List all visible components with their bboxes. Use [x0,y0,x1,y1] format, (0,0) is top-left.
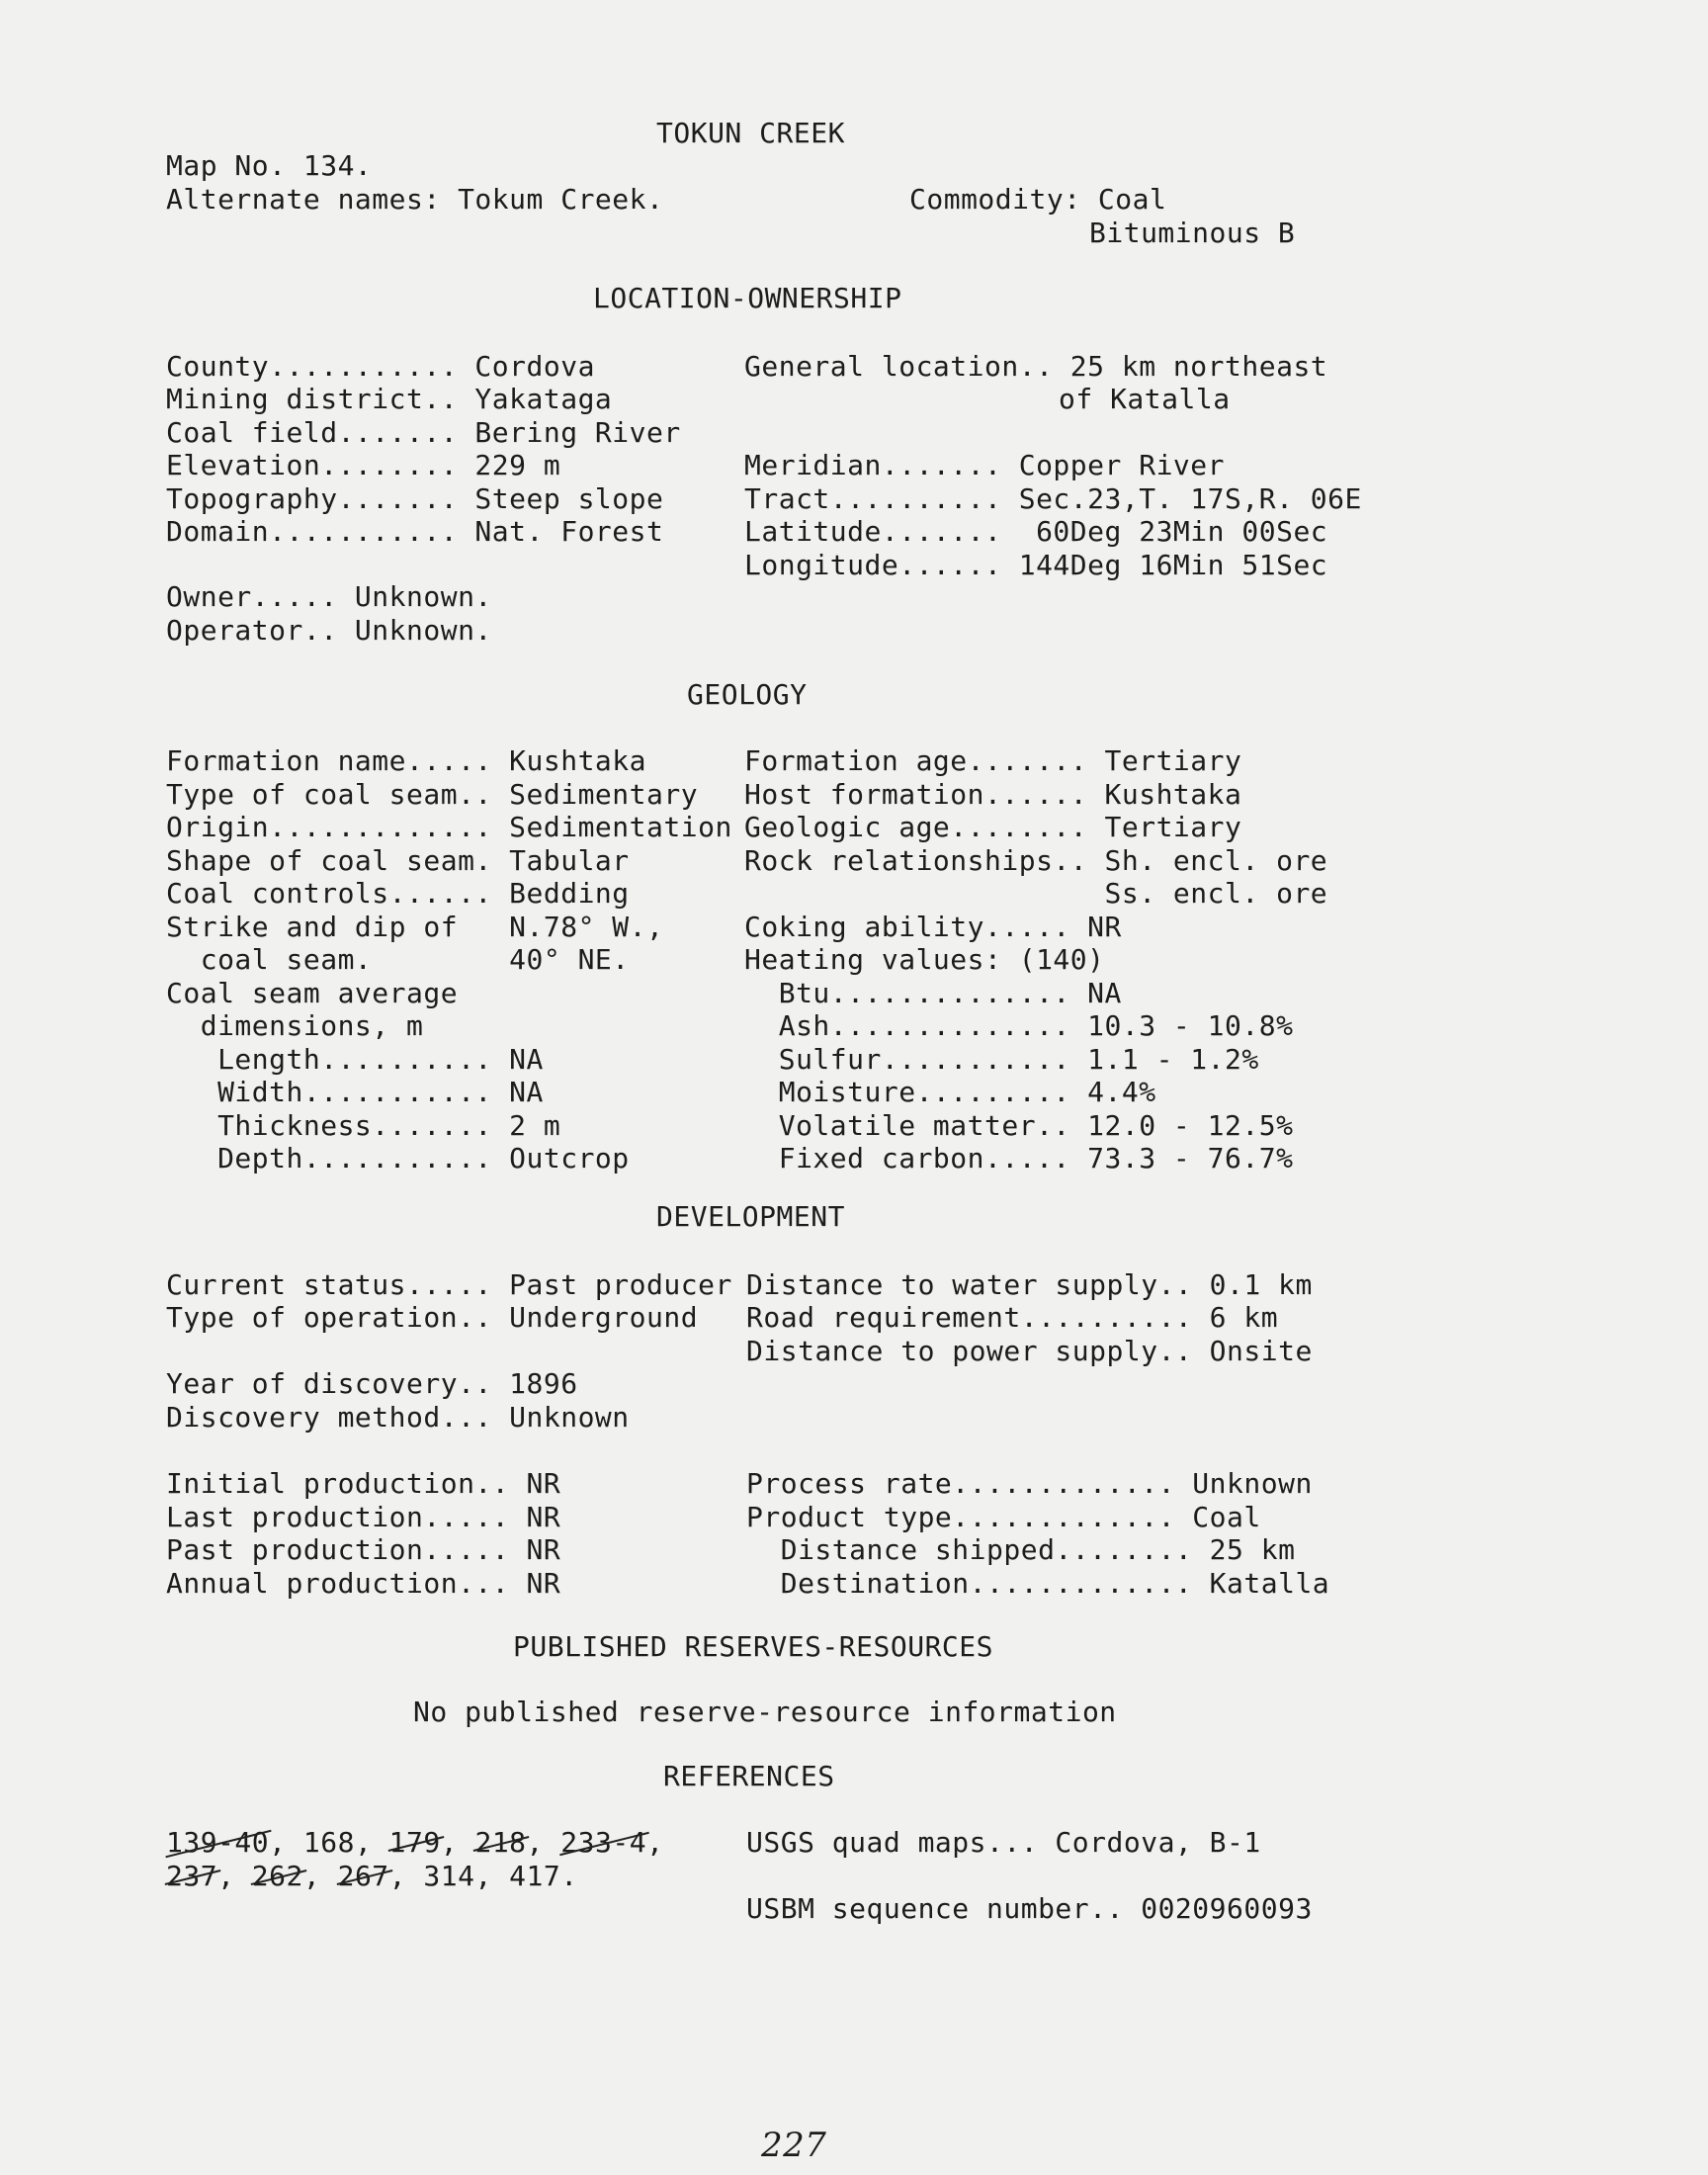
geology-left-row: coal seam. 40° NE. [166,943,630,976]
year-of-discovery: Year of discovery.. 1896 [166,1367,578,1400]
reference-text: , [354,1826,389,1859]
alternate-names: Alternate names: Tokum Creek. [166,183,664,216]
geology-right-row: Geologic age........ Tertiary [744,811,1242,843]
current-status: Current status..... Past producer [166,1268,732,1301]
struck-reference-number: 233-4 [560,1826,647,1859]
reference-text: , 314, 417. [388,1860,578,1892]
reference-text: , [646,1826,664,1859]
location-ownership-heading: LOCATION-OWNERSHIP [593,282,902,314]
geology-heading: GEOLOGY [687,678,808,711]
elevation: Elevation........ 229 m [166,449,561,481]
operator: Operator.. Unknown. [166,614,492,647]
owner: Owner..... Unknown. [166,580,492,613]
road-requirement: Road requirement.......... 6 km [746,1301,1279,1334]
struck-reference-number: 267 [337,1860,389,1892]
discovery-method: Discovery method... Unknown [166,1401,630,1434]
annual-production: Annual production... NR [166,1567,561,1600]
geology-left-row: Depth........... Outcrop [166,1142,630,1174]
mining-district: Mining district.. Yakataga [166,383,613,415]
reference-text: , [526,1826,561,1859]
geology-right-row: Ash.............. 10.3 - 10.8% [744,1009,1294,1042]
geology-left-row: Shape of coal seam. Tabular [166,844,630,877]
initial-production: Initial production.. NR [166,1467,561,1500]
geology-right-row: Sulfur........... 1.1 - 1.2% [744,1043,1259,1076]
map-number: Map No. 134. [166,149,373,182]
geology-left-row: Coal seam average [166,977,459,1009]
references-heading: REFERENCES [663,1760,835,1792]
county: County........... Cordova [166,350,595,383]
geology-left-row: Origin............. Sedimentation [166,811,732,843]
geology-left-row: Coal controls...... Bedding [166,877,630,910]
reference-text: , [440,1826,475,1859]
reference-text: , [302,1860,338,1892]
commodity-detail: Bituminous B [1089,217,1296,249]
reserves-text: No published reserve-resource information [413,1696,1117,1728]
geology-right-row: Heating values: (140) [744,943,1105,976]
geology-right-row: Volatile matter.. 12.0 - 12.5% [744,1109,1294,1142]
struck-reference-number: 179 [388,1826,441,1859]
meridian: Meridian....... Copper River [744,449,1226,481]
geology-right-row: Coking ability..... NR [744,911,1122,943]
reserves-heading: PUBLISHED RESERVES-RESOURCES [513,1630,994,1663]
destination: Destination............. Katalla [746,1567,1330,1600]
reference-text: , [269,1826,303,1859]
distance-to-power-supply: Distance to power supply.. Onsite [746,1335,1313,1367]
coal-field: Coal field....... Bering River [166,416,681,449]
reference-text: , [217,1860,252,1892]
distance-to-water-supply: Distance to water supply.. 0.1 km [746,1268,1313,1301]
geology-right-row: Formation age....... Tertiary [744,744,1242,777]
development-heading: DEVELOPMENT [656,1200,845,1233]
geology-left-row: Formation name..... Kushtaka [166,744,647,777]
reference-numbers-line-1 [166,1826,663,1860]
geology-left-row: dimensions, m [166,1009,424,1042]
reference-text: 168 [302,1826,355,1859]
struck-reference-number: 139-40 [166,1826,270,1859]
geology-left-row: Length.......... NA [166,1043,544,1076]
struck-reference-number: 262 [251,1860,303,1892]
page-number: 227 [761,2126,827,2165]
usbm-sequence-number: USBM sequence number.. 0020960093 [746,1892,1313,1925]
longitude: Longitude...... 144Deg 16Min 51Sec [744,549,1328,581]
process-rate: Process rate............. Unknown [746,1467,1313,1500]
product-type: Product type............. Coal [746,1501,1261,1533]
general-location: General location.. 25 km northeast [744,350,1328,383]
geology-right-row: Fixed carbon..... 73.3 - 76.7% [744,1142,1294,1174]
latitude: Latitude....... 60Deg 23Min 00Sec [744,515,1328,548]
tract: Tract.......... Sec.23,T. 17S,R. 06E [744,482,1362,515]
geology-right-row: Moisture......... 4.4% [744,1076,1156,1108]
geology-left-row: Strike and dip of N.78° W., [166,911,664,943]
past-production: Past production..... NR [166,1533,561,1566]
geology-right-row: Host formation...... Kushtaka [744,778,1242,811]
domain: Domain........... Nat. Forest [166,515,664,548]
geology-right-row: Ss. encl. ore [744,877,1328,910]
type-of-operation: Type of operation.. Underground [166,1301,699,1334]
struck-reference-number: 218 [474,1826,527,1859]
geology-left-row: Thickness....... 2 m [166,1109,561,1142]
page-title: TOKUN CREEK [656,117,845,149]
distance-shipped: Distance shipped........ 25 km [746,1533,1296,1566]
commodity: Commodity: Coal [909,183,1167,216]
reference-numbers-line-2 [166,1860,578,1893]
geology-right-row: Rock relationships.. Sh. encl. ore [744,844,1328,877]
geology-right-row: Btu.............. NA [744,977,1122,1009]
geology-left-row: Width........... NA [166,1076,544,1108]
general-location-2: of Katalla [1059,383,1231,415]
struck-reference-number: 237 [166,1860,218,1892]
geology-left-row: Type of coal seam.. Sedimentary [166,778,699,811]
topography: Topography....... Steep slope [166,482,664,515]
last-production: Last production..... NR [166,1501,561,1533]
usgs-quad-maps: USGS quad maps... Cordova, B-1 [746,1826,1261,1859]
